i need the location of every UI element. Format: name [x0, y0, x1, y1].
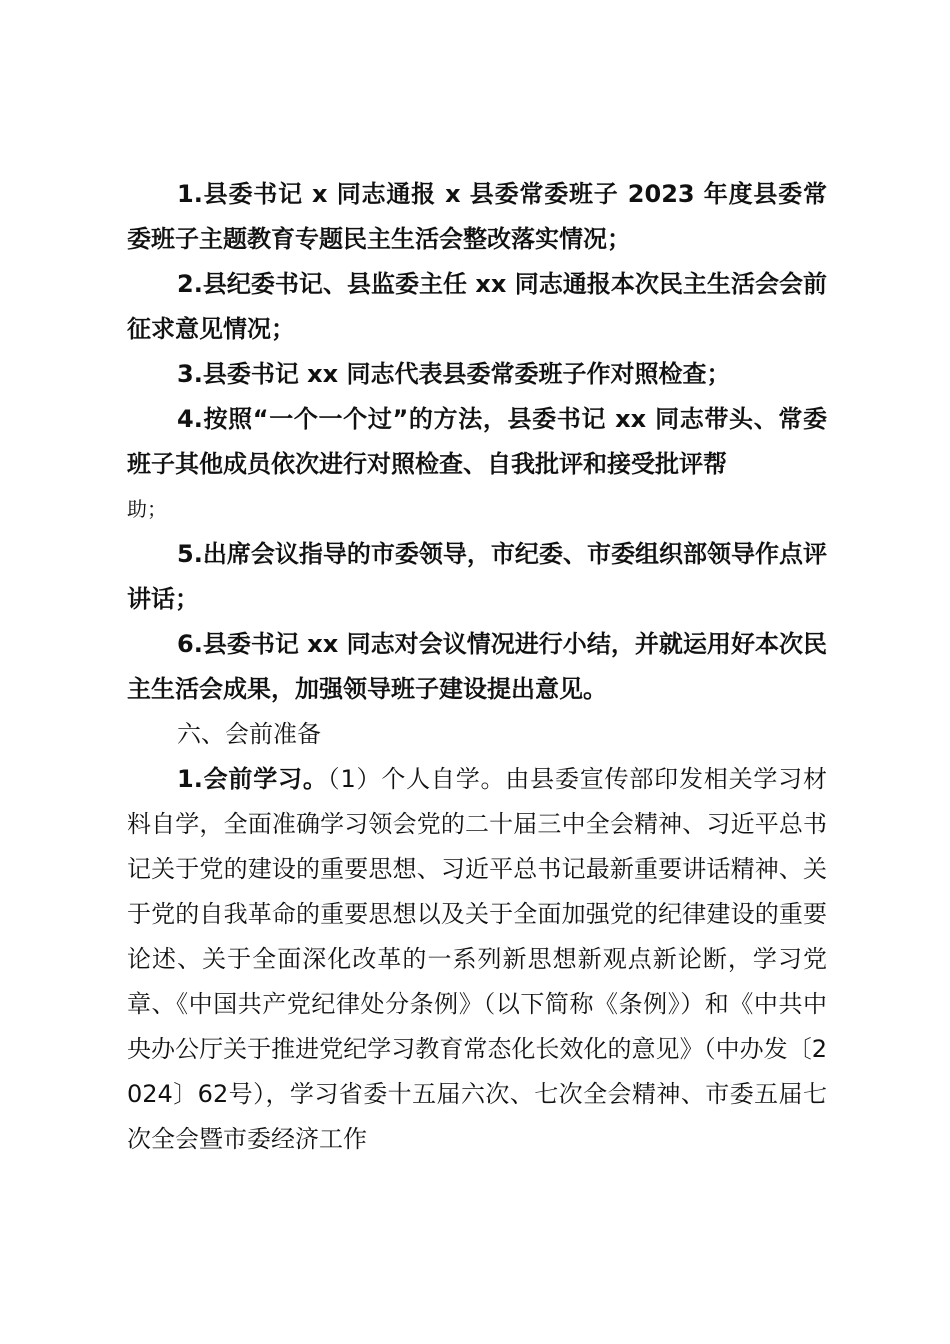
agenda-item-5 — [127, 532, 827, 622]
prep-lead: 1.会前学习。 — [177, 765, 328, 793]
item-text: 县委书记 xx 同志对会议情况进行小结，并就运用好本次民主生活会成果，加强领导班子建设提出意见。 — [127, 630, 827, 703]
agenda-item-2 — [127, 262, 827, 352]
item-number: 4. — [177, 405, 203, 433]
item-number: 2. — [177, 270, 203, 298]
agenda-item-4 — [127, 397, 827, 532]
agenda-item-6 — [127, 622, 827, 712]
item-text: 县委书记 x 同志通报 x 县委常委班子 2023 年度县委常委班子主题教育专题民主生活会整改落实情况； — [127, 180, 827, 253]
prep-text: （1）个人自学。由县委宣传部印发相关学习材料自学，全面准确学习领会党的二十届三中全会精神、习近平总书记关于党的建设的重要思想、习近平总书记最新重要讲话精神、关于党的自我革命的重要思想以及关于全面加强党的纪律建设的重要论述、关于全面深化改革的一系列新思想新观点新论断，学习党章、《中国共产党纪律处分条例》（以下简称《条例》）和《中共中央办公厅关于推进党纪学习教育常态化长效化的意见》（中办发〔2024〕62号），学习省委十五届六次、七次全会精神、市委五届七次全会暨市委经济工作 — [127, 765, 827, 1153]
item-text: 县纪委书记、县监委主任 xx 同志通报本次民主生活会会前征求意见情况； — [127, 270, 827, 343]
agenda-item-3 — [127, 352, 827, 397]
section-heading: 六、会前准备 — [177, 720, 321, 748]
item-text: 出席会议指导的市委领导，市纪委、市委组织部领导作点评讲话； — [127, 540, 827, 613]
document-body — [127, 172, 827, 1162]
item-text: 县委书记 xx 同志代表县委常委班子作对照检查； — [202, 360, 731, 388]
item-number: 3. — [177, 360, 203, 388]
item-number: 5. — [177, 540, 203, 568]
prep-paragraph — [127, 757, 827, 1162]
agenda-item-1 — [127, 172, 827, 262]
item-tail: 助； — [127, 497, 167, 521]
item-number: 1. — [177, 180, 203, 208]
item-text: 按照“一个一个过”的方法，县委书记 xx 同志带头、常委班子其他成员依次进行对照检查、自我批评和接受批评帮 — [127, 405, 827, 478]
item-number: 6. — [177, 630, 203, 658]
